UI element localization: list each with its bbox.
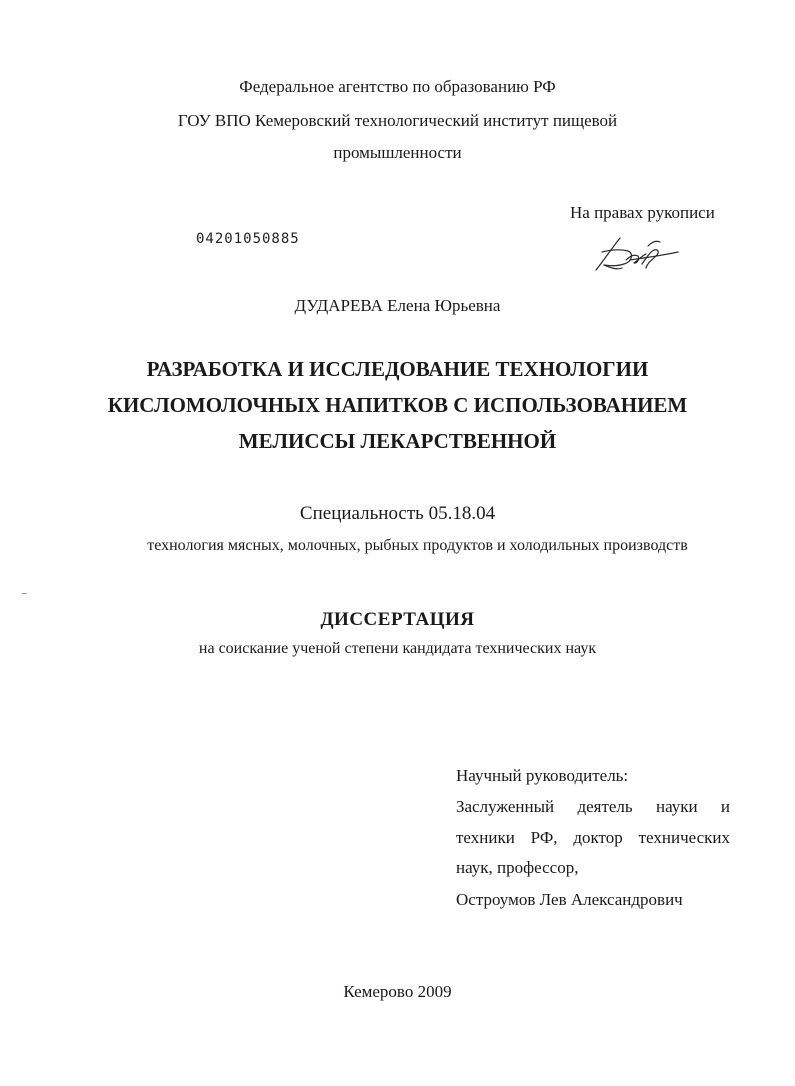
- supervisor-title-line3: наук, профессор,: [456, 858, 579, 877]
- handwritten-signature: [590, 230, 682, 276]
- city-year: Кемерово 2009: [343, 982, 452, 1001]
- supervisor-title-line1: Заслуженный деятель науки и: [456, 797, 730, 816]
- institute-name-line1: ГОУ ВПО Кемеровский технологический институт пищевой: [177, 111, 618, 130]
- document-purpose: на соискание ученой степени кандидата технических наук: [198, 640, 597, 657]
- specialty-description: технология мясных, молочных, рыбных продуктов и холодильных производств: [147, 537, 688, 554]
- document-number: 04201050885: [196, 231, 300, 247]
- document-type: ДИССЕРТАЦИЯ: [320, 609, 475, 630]
- specialty-code: Специальность 05.18.04: [299, 503, 496, 524]
- institute-name-line2: промышленности: [333, 143, 462, 162]
- thesis-title-line2: КИСЛОМОЛОЧНЫХ НАПИТКОВ С ИСПОЛЬЗОВАНИЕМ: [107, 393, 688, 417]
- thesis-title-line3: МЕЛИССЫ ЛЕКАРСТВЕННОЙ: [238, 429, 557, 453]
- manuscript-rights-note: На правах рукописи: [570, 203, 715, 222]
- thesis-title-line1: РАЗРАБОТКА И ИССЛЕДОВАНИЕ ТЕХНОЛОГИИ: [146, 357, 649, 381]
- author-name: ДУДАРЕВА Елена Юрьевна: [294, 296, 501, 315]
- agency-name: Федеральное агентство по образованию РФ: [239, 77, 556, 96]
- supervisor-name: Остроумов Лев Александрович: [456, 890, 683, 909]
- supervisor-label: Научный руководитель:: [456, 766, 629, 785]
- margin-mark: [22, 593, 27, 594]
- supervisor-title-line2: техники РФ, доктор технических: [456, 828, 730, 847]
